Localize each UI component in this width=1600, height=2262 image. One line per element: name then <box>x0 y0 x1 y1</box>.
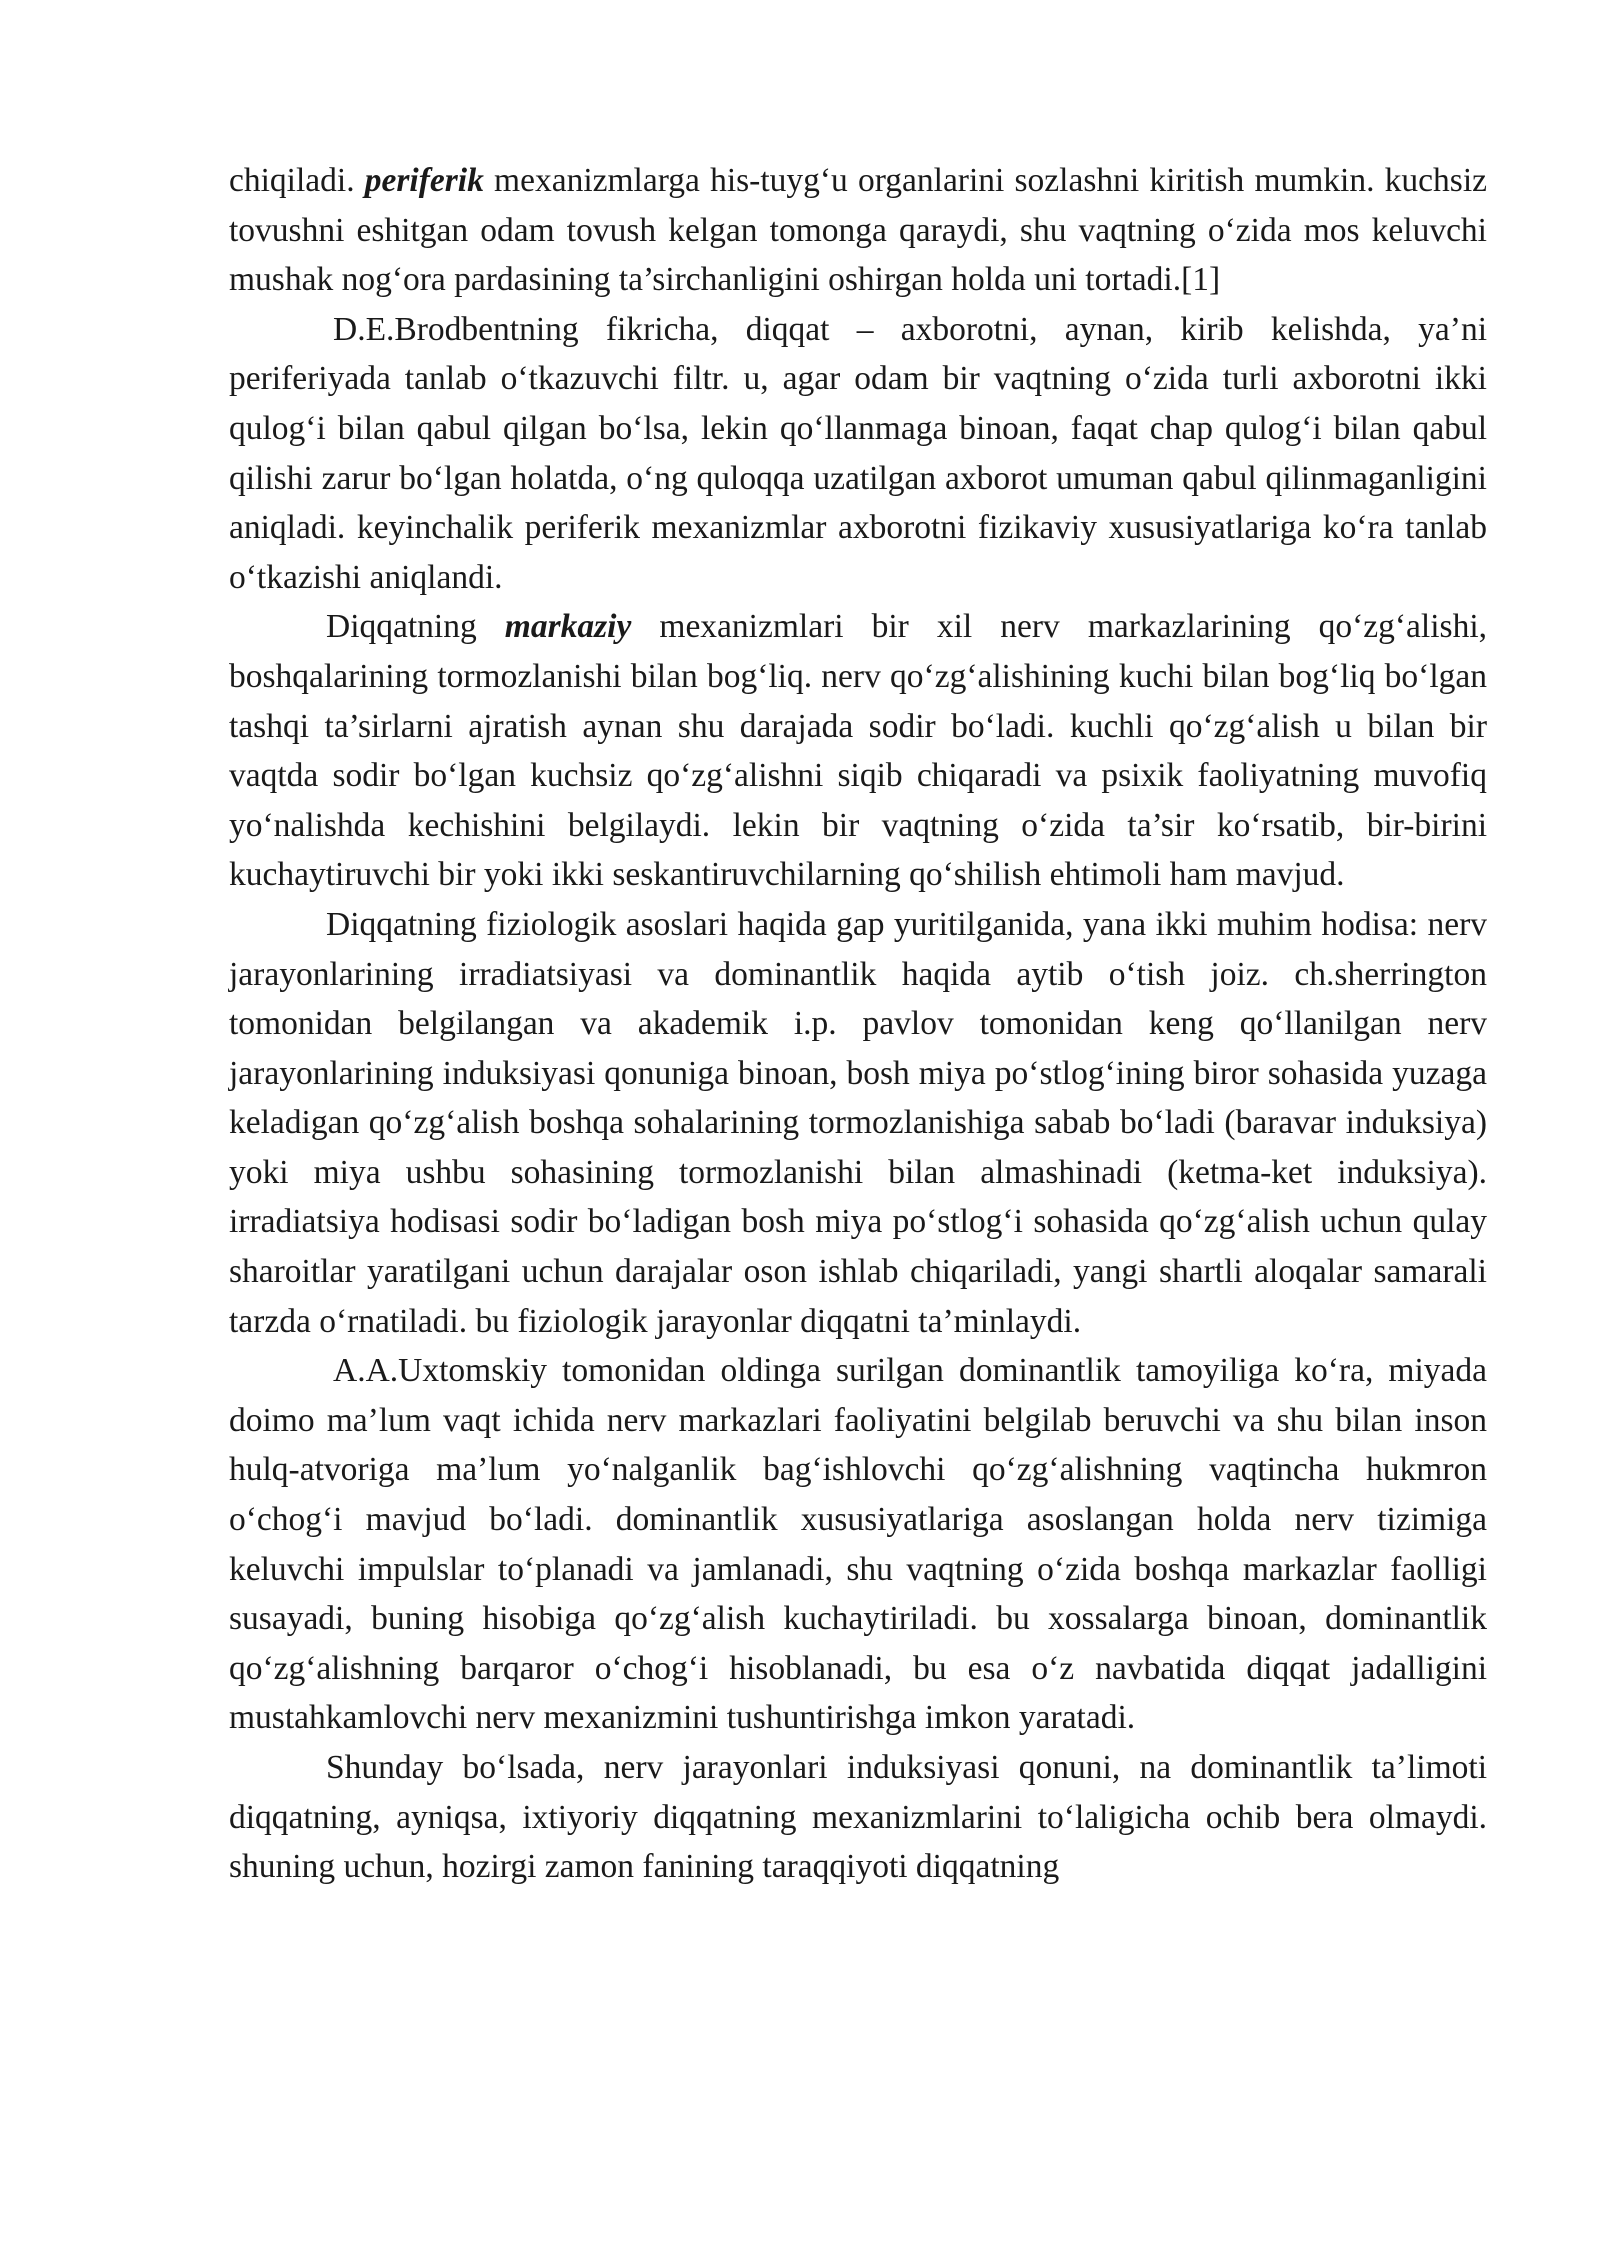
paragraph-4: Diqqatning fiziologik asoslari haqida gap yuritilganida, yana ikki muhim hodisa: nerv jarayonlarining irradiatsiyasi va dominantlik haqida aytib oʻtish joiz. ch.sherrington tomonidan belgilangan va akademik i.p. pavlov tomonidan keng qoʻllanilgan nerv jarayonlarining induksiyasi qonuniga binoan, bosh miya poʻstlogʻining biror sohasida yuzaga keladigan qoʻzgʻalish boshqa sohalarining tormozlanishiga sabab boʻladi (baravar induksiya) yoki miya ushbu sohasining tormozlanishi bilan almashinadi (ketma-ket induksiya). irradiatsiya hodisasi sodir boʻladigan bosh miya poʻstlogʻi sohasida qoʻzgʻalish uchun qulay sharoitlar yaratilgani uchun darajalar oson ishlab chiqariladi, yangi shartli aloqalar samarali tarzda oʻrnatiladi. bu fiziologik jarayonlar diqqatni ta’minlaydi. <box>229 905 1487 1340</box>
paragraph-2: D.E.Brodbentning fikricha, diqqat – axborotni, aynan, kirib kelishda, ya’ni periferiyada tanlab oʻtkazuvchi filtr. u, agar odam bir vaqtning oʻzida turli axborotni ikki qulogʻi bilan qabul qilgan boʻlsa, lekin qoʻllanmaga binoan, faqat chap qulogʻi bilan qabul qilishi zarur boʻlgan holatda, oʻng quloqqa uzatilgan axborot umuman qabul qilinmaganligini aniqladi. keyinchalik periferik mexanizmlar axborotni fizikaviy xususiyatlariga koʻra tanlab oʻtkazishi aniqlandi. <box>229 310 1487 596</box>
paragraph-1-body: mexanizmlarga his-tuygʻu organlarini sozlashni kiritish mumkin. kuchsiz tovushni eshitgan odam tovush kelgan tomonga qaraydi, shu vaqtning oʻzida mos keluvchi mushak nogʻora pardasining ta’sirchanligini oshirgan holda uni tortadi.[1] <box>229 162 1487 299</box>
paragraph-1-lead: chiqiladi. <box>229 162 365 199</box>
paragraph-5: A.A.Uxtomskiy tomonidan oldinga surilgan dominantlik tamoyiliga koʻra, miyada doimo ma’lum vaqt ichida nerv markazlari faoliyatini belgilab beruvchi va shu bilan inson hulq-atvoriga ma’lum yoʻnalganlik bagʻishlovchi qoʻzgʻalishning vaqtincha hukmron oʻchogʻi mavjud boʻladi. dominantlik xususiyatlariga asoslangan holda nerv tizimiga keluvchi impulslar toʻplanadi va jamlanadi, shu vaqtning oʻzida boshqa markazlar faolligi susayadi, buning hisobiga qoʻzgʻalish kuchaytiriladi. bu xossalarga binoan, dominantlik qoʻzgʻalishning barqaror oʻchogʻi hisoblanadi, bu esa oʻz navbatida diqqat jadalligini mustahkamlovchi nerv mexanizmini tushuntirishga imkon yaratadi. <box>229 1352 1487 1737</box>
emphasis-markaziy: markaziy <box>504 608 632 646</box>
paragraph-6: Shunday boʻlsada, nerv jarayonlari induksiyasi qonuni, na dominantlik ta’limoti diqqatning, ayniqsa, ixtiyoriy diqqatning mexanizmlarini toʻlaligicha ochib bera olmaydi. shuning uchun, hozirgi zamon fanining taraqqiyoti diqqatning <box>229 1749 1487 1886</box>
paragraph-3-lead: Diqqatning <box>326 608 505 646</box>
paragraph-1 <box>229 156 1487 305</box>
paragraph-3 <box>229 602 1487 900</box>
paragraph-3-body: mexanizmlari bir xil nerv markazlarining qoʻzgʻalishi, boshqalarining tormozlanishi bilan bogʻliq. nerv qoʻzgʻalishining kuchi bilan bogʻliq boʻlgan tashqi ta’sirlarni ajratish aynan shu darajada sodir boʻladi. kuchli qoʻzgʻalish u bilan bir vaqtda sodir boʻlgan kuchsiz qoʻzgʻalishni siqib chiqaradi va psixik faoliyatning muvofiq yoʻnalishda kechishini belgilaydi. lekin bir vaqtning oʻzida ta’sir koʻrsatib, bir-birini kuchaytiruvchi bir yoki ikki seskantiruvchilarning qoʻshilish ehtimoli ham mavjud. <box>229 608 1488 894</box>
document-page <box>229 156 1487 1892</box>
emphasis-periferik: periferik <box>364 162 484 199</box>
